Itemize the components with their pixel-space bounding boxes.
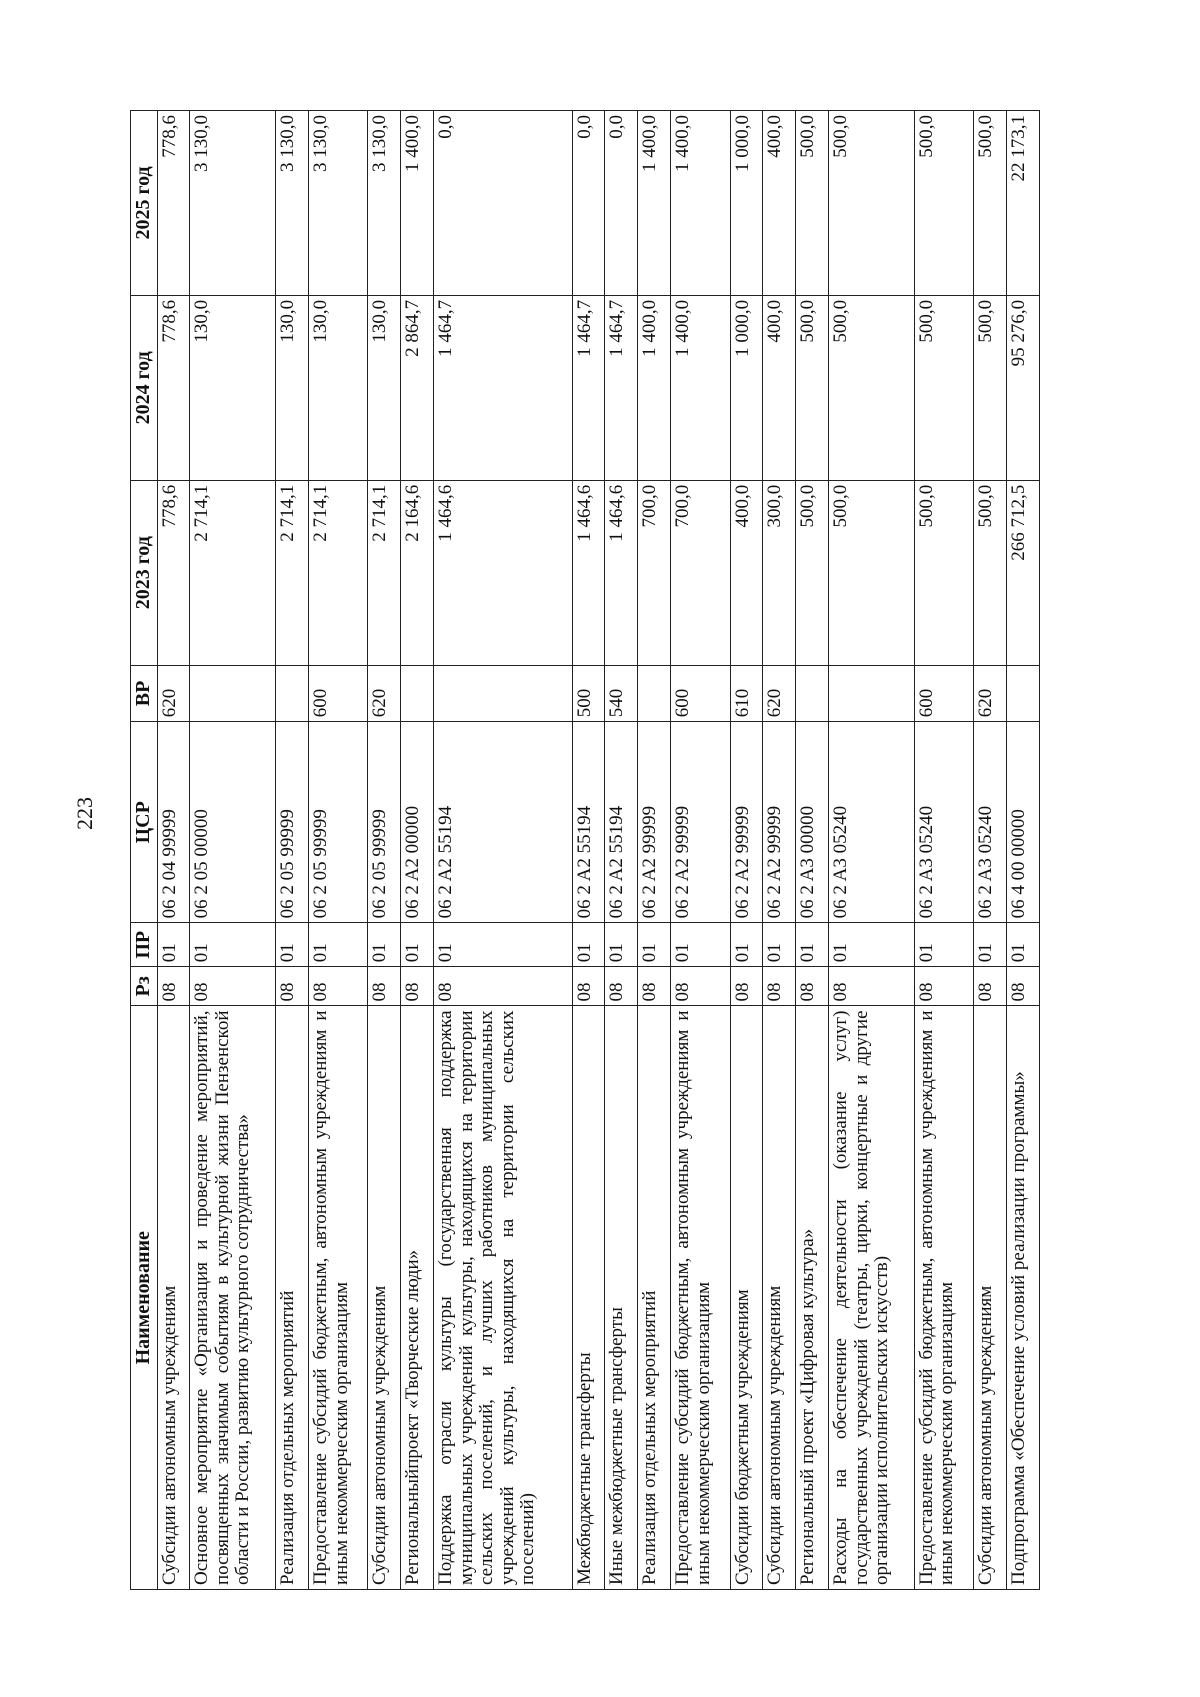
vr-cell: 540 [605,665,638,722]
vr-cell [190,665,276,722]
table-row [638,111,671,1590]
table-row [605,111,638,1590]
table-row [309,111,368,1590]
header-year-2025: 2025 год [131,111,158,296]
rz-cell: 08 [730,967,763,1006]
table-row [914,111,973,1590]
value-2023-cell: 2 164,6 [401,480,434,665]
value-2024-cell: 1 464,7 [572,295,605,480]
budget-table [130,110,1040,1590]
rotated-table-container [130,110,1040,1590]
value-2024-cell: 130,0 [276,295,309,480]
name-cell: Субсидии автономным учреждениям [157,1006,190,1590]
pr-cell: 01 [572,923,605,967]
value-2025-cell: 22 173,1 [1006,111,1039,296]
rz-cell: 08 [276,967,309,1006]
value-2025-cell: 500,0 [829,111,915,296]
rz-cell: 08 [190,967,276,1006]
value-2023-cell: 266 712,5 [1006,480,1039,665]
value-2024-cell: 1 400,0 [638,295,671,480]
name-cell: Региональныйпроект «Творческие люди» [401,1006,434,1590]
table-row [730,111,763,1590]
table-header-row [131,111,158,1590]
name-cell: Подпрограмма «Обеспечение условий реализации программы» [1006,1006,1039,1590]
value-2023-cell: 500,0 [914,480,973,665]
value-2025-cell: 3 130,0 [309,111,368,296]
pr-cell: 01 [276,923,309,967]
pr-cell: 01 [605,923,638,967]
value-2024-cell: 1 464,7 [434,295,573,480]
name-cell: Реализация отдельных мероприятий [638,1006,671,1590]
value-2024-cell: 500,0 [914,295,973,480]
pr-cell: 01 [190,923,276,967]
table-row [1006,111,1039,1590]
pr-cell: 01 [829,923,915,967]
value-2023-cell: 700,0 [671,480,730,665]
csr-cell: 06 2 A2 55194 [434,722,573,923]
rz-cell: 08 [401,967,434,1006]
vr-cell: 620 [368,665,401,722]
value-2025-cell: 500,0 [796,111,829,296]
pr-cell: 01 [1006,923,1039,967]
name-cell: Основное мероприятие «Организация и проведение мероприятий, посвященных значимым событиям в культурной жизни Пензенской области и России, развитию культурного сотрудничества» [190,1006,276,1590]
value-2025-cell: 3 130,0 [276,111,309,296]
value-2025-cell: 0,0 [434,111,573,296]
pr-cell: 01 [671,923,730,967]
value-2024-cell: 1 400,0 [671,295,730,480]
table-row [190,111,276,1590]
csr-cell: 06 2 A2 99999 [730,722,763,923]
name-cell: Субсидии бюджетным учреждениям [730,1006,763,1590]
rz-cell: 08 [829,967,915,1006]
value-2023-cell: 2 714,1 [190,480,276,665]
name-cell: Межбюджетные трансферты [572,1006,605,1590]
value-2025-cell: 1 000,0 [730,111,763,296]
value-2024-cell: 400,0 [763,295,796,480]
rz-cell: 08 [309,967,368,1006]
name-cell: Предоставление субсидий бюджетным, автономным учреждениям и иным некоммерческим организациям [309,1006,368,1590]
vr-cell [401,665,434,722]
header-vr: ВР [131,665,158,722]
table-row [157,111,190,1590]
header-csr: ЦСР [131,722,158,923]
value-2024-cell: 500,0 [796,295,829,480]
value-2025-cell: 778,6 [157,111,190,296]
vr-cell: 500 [572,665,605,722]
value-2023-cell: 400,0 [730,480,763,665]
rz-cell: 08 [914,967,973,1006]
table-row [368,111,401,1590]
value-2024-cell: 2 864,7 [401,295,434,480]
table-body [157,111,1039,1590]
csr-cell: 06 2 A2 99999 [671,722,730,923]
rz-cell: 08 [605,967,638,1006]
vr-cell [1006,665,1039,722]
value-2023-cell: 1 464,6 [434,480,573,665]
csr-cell: 06 2 A3 05240 [974,722,1007,923]
pr-cell: 01 [401,923,434,967]
name-cell: Субсидии автономным учреждениям [368,1006,401,1590]
table-row [434,111,573,1590]
rz-cell: 08 [572,967,605,1006]
value-2024-cell: 778,6 [157,295,190,480]
rz-cell: 08 [157,967,190,1006]
table-row [974,111,1007,1590]
value-2025-cell: 1 400,0 [638,111,671,296]
table-row [829,111,915,1590]
csr-cell: 06 2 05 00000 [190,722,276,923]
value-2023-cell: 500,0 [974,480,1007,665]
value-2025-cell: 3 130,0 [190,111,276,296]
value-2024-cell: 1 464,7 [605,295,638,480]
value-2025-cell: 0,0 [605,111,638,296]
value-2024-cell: 130,0 [309,295,368,480]
vr-cell: 600 [671,665,730,722]
value-2023-cell: 700,0 [638,480,671,665]
header-pr: ПР [131,923,158,967]
value-2025-cell: 500,0 [974,111,1007,296]
csr-cell: 06 2 A3 05240 [914,722,973,923]
pr-cell: 01 [157,923,190,967]
csr-cell: 06 2 05 99999 [309,722,368,923]
header-name: Наименование [131,1006,158,1590]
rz-cell: 08 [368,967,401,1006]
name-cell: Поддержка отрасли культуры (государственная поддержка муниципальных учреждений культуры, находящихся на территории сельских поселений, и лучших работников муниципальных учреждений культуры, находящихся на территории сельских поселений) [434,1006,573,1590]
vr-cell [638,665,671,722]
rz-cell: 08 [763,967,796,1006]
pr-cell: 01 [434,923,573,967]
vr-cell [829,665,915,722]
name-cell: Расходы на обеспечение деятельности (оказание услуг) государственных учреждений (театры, цирки, концертные и другие организации исполнительских искусств) [829,1006,915,1590]
value-2023-cell: 300,0 [763,480,796,665]
csr-cell: 06 2 A2 55194 [605,722,638,923]
value-2023-cell: 778,6 [157,480,190,665]
rz-cell: 08 [638,967,671,1006]
csr-cell: 06 2 A2 55194 [572,722,605,923]
pr-cell: 01 [763,923,796,967]
pr-cell: 01 [796,923,829,967]
value-2025-cell: 400,0 [763,111,796,296]
value-2024-cell: 1 000,0 [730,295,763,480]
name-cell: Субсидии автономным учреждениям [974,1006,1007,1590]
csr-cell: 06 2 A3 00000 [796,722,829,923]
value-2025-cell: 3 130,0 [368,111,401,296]
vr-cell: 620 [157,665,190,722]
name-cell: Реализация отдельных мероприятий [276,1006,309,1590]
pr-cell: 01 [638,923,671,967]
value-2025-cell: 1 400,0 [671,111,730,296]
value-2024-cell: 130,0 [190,295,276,480]
value-2023-cell: 2 714,1 [309,480,368,665]
pr-cell: 01 [368,923,401,967]
header-year-2024: 2024 год [131,295,158,480]
csr-cell: 06 2 04 99999 [157,722,190,923]
header-year-2023: 2023 год [131,480,158,665]
csr-cell: 06 2 A3 05240 [829,722,915,923]
csr-cell: 06 2 A2 99999 [638,722,671,923]
name-cell: Иные межбюджетные трансферты [605,1006,638,1590]
vr-cell: 610 [730,665,763,722]
rz-cell: 08 [974,967,1007,1006]
table-row [763,111,796,1590]
rz-cell: 08 [434,967,573,1006]
pr-cell: 01 [730,923,763,967]
name-cell: Региональный проект «Цифровая культура» [796,1006,829,1590]
value-2023-cell: 2 714,1 [368,480,401,665]
value-2023-cell: 1 464,6 [605,480,638,665]
table-row [671,111,730,1590]
pr-cell: 01 [974,923,1007,967]
header-rz: Рз [131,967,158,1006]
vr-cell: 600 [309,665,368,722]
page-number: 223 [72,797,97,830]
name-cell: Предоставление субсидий бюджетным, автономным учреждениям и иным некоммерческим организациям [671,1006,730,1590]
pr-cell: 01 [914,923,973,967]
value-2023-cell: 500,0 [829,480,915,665]
rz-cell: 08 [796,967,829,1006]
csr-cell: 06 2 05 99999 [368,722,401,923]
vr-cell [276,665,309,722]
vr-cell: 620 [763,665,796,722]
vr-cell: 620 [974,665,1007,722]
vr-cell [796,665,829,722]
value-2024-cell: 500,0 [829,295,915,480]
vr-cell: 600 [914,665,973,722]
table-row [796,111,829,1590]
value-2024-cell: 95 276,0 [1006,295,1039,480]
rz-cell: 08 [671,967,730,1006]
name-cell: Субсидии автономным учреждениям [763,1006,796,1590]
csr-cell: 06 2 A2 00000 [401,722,434,923]
table-row [572,111,605,1590]
csr-cell: 06 2 A2 99999 [763,722,796,923]
rz-cell: 08 [1006,967,1039,1006]
value-2025-cell: 500,0 [914,111,973,296]
table-row [401,111,434,1590]
pr-cell: 01 [309,923,368,967]
name-cell: Предоставление субсидий бюджетным, автономным учреждениям и иным некоммерческим организациям [914,1006,973,1590]
value-2023-cell: 500,0 [796,480,829,665]
value-2025-cell: 1 400,0 [401,111,434,296]
csr-cell: 06 2 05 99999 [276,722,309,923]
table-row [276,111,309,1590]
value-2024-cell: 500,0 [974,295,1007,480]
vr-cell [434,665,573,722]
value-2023-cell: 1 464,6 [572,480,605,665]
value-2024-cell: 130,0 [368,295,401,480]
value-2023-cell: 2 714,1 [276,480,309,665]
csr-cell: 06 4 00 00000 [1006,722,1039,923]
value-2025-cell: 0,0 [572,111,605,296]
